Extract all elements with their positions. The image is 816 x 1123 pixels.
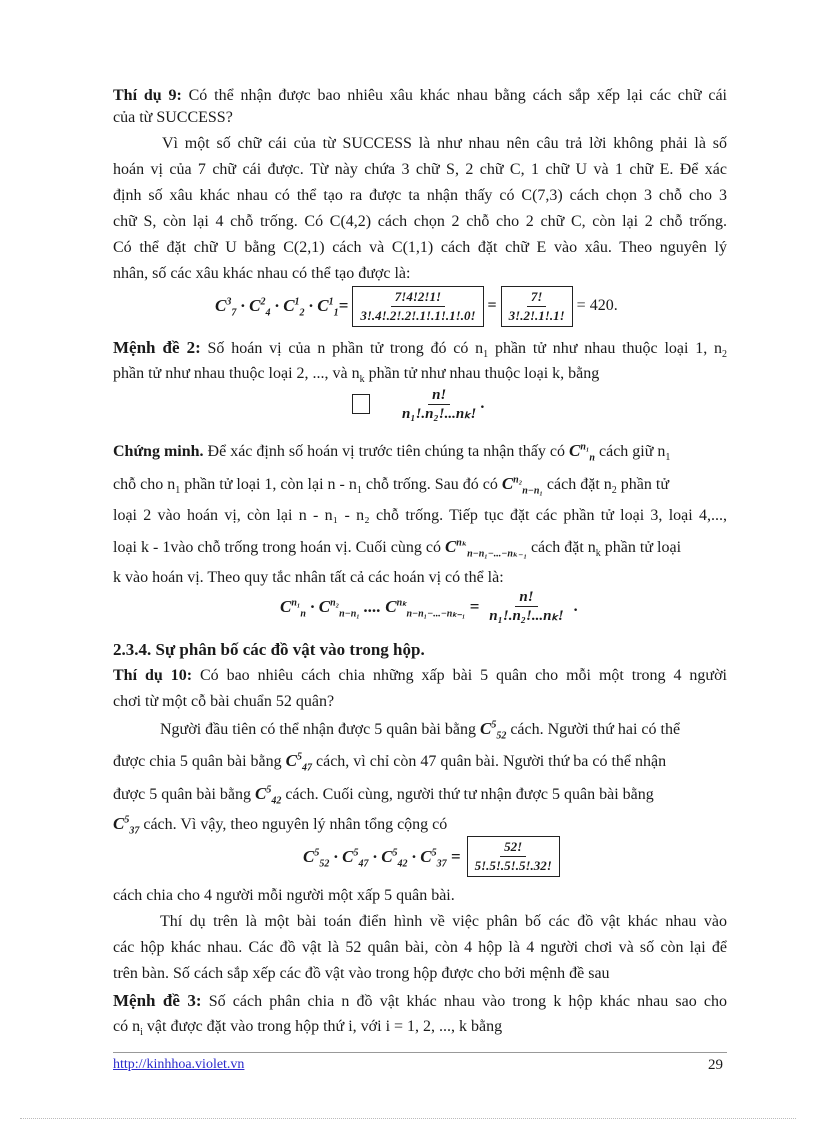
paragraph-line: các hộp khác nhau. Các đồ vật là 52 quân bài, còn 4 hộp là 4 người chơi và số còn lại để: [113, 939, 727, 956]
paragraph-line: hoán vị của 7 chữ cái được. Từ này chứa 3 chữ S, 2 chữ C, 1 chữ U và 1 chữ E. Để xác: [113, 161, 727, 178]
proposition-3-line-2: có $n_i$ vật được đặt vào trong hộp thứ i, với i = 1, 2, ..., k bằng: [113, 1018, 503, 1039]
paragraph-line: được chia 5 quân bài bằng $C^5_{47}$ cách, vì chỉ còn 47 quân bài. Người thứ ba có thể nhận: [113, 751, 667, 774]
text: được 5 quân bài bằng: [113, 786, 251, 803]
paragraph-line: cách chia cho 4 người mỗi người một xấp 5 quân bài.: [113, 887, 455, 904]
proof-line-2: chỗ cho $n_1$ phần tử loại 1, còn lại n - $n_1$ chỗ trống. Sau đó có $C^{n_2}_{n-n_1}$ cách đặt $n_2$ phần tử: [113, 474, 669, 497]
fraction-box: [501, 286, 573, 327]
denominator: n₁!.n₂!...nₖ!: [402, 406, 477, 422]
page-number: 29: [708, 1057, 723, 1073]
paragraph-line: Thí dụ trên là một bài toán điển hình về việc phân bố các đồ vật khác nhau vào: [160, 913, 727, 930]
paragraph-line: Có thể đặt chữ U bằng C(2,1) cách và C(1,1) cách đặt chữ E vào xâu. Theo nguyên lý: [113, 239, 727, 256]
text: cách. Người thứ hai có thể: [510, 721, 681, 738]
paragraph-line: Người đầu tiên có thể nhận được 5 quân bài bằng $C^5_{52}$ cách. Người thứ hai có thể: [160, 719, 681, 742]
paragraph-line: định số xâu khác nhau có thể tạo ra được ta nhận thấy có C(7,3) cách chọn 3 chỗ cho 3: [113, 187, 727, 204]
text: Để xác định số hoán vị trước tiên chúng ta nhận thấy có: [203, 443, 566, 460]
proposition-3-label: Mệnh đề 3:: [113, 991, 202, 1010]
text: Có thể nhận được bao nhiêu xâu khác nhau bằng cách sắp xếp lại các chữ cái: [181, 87, 727, 104]
text: cách đặt n: [546, 476, 612, 493]
example-10-line-2: chơi từ một cỗ bài chuẩn 52 quân?: [113, 693, 335, 710]
paragraph-line: Vì một số chữ cái của từ SUCCESS là như nhau nên câu trả lời không phải là số: [162, 135, 727, 152]
text: loại k - 1vào chỗ trống trong hoán vị. Cuối cùng có: [113, 539, 441, 556]
formula-card-deal: $C^5_{52} \cdot C^5_{47} \cdot C^5_{42} \cdot C^5_{37}$ = $\frac{52!}{5!.5!.5!.5!.32!}$: [303, 836, 560, 877]
numerator: n!: [515, 588, 537, 607]
text: Số hoán vị của n phần tử trong đó có n: [200, 340, 484, 357]
text: phần tử như nhau thuộc loại 1, n: [488, 340, 723, 357]
fraction-box: [467, 836, 560, 877]
paragraph-line: trên bàn. Số cách sắp xếp các đồ vật vào trong hộp được cho bởi mệnh đề sau: [113, 965, 610, 982]
example-9-line-2: của từ SUCCESS?: [113, 109, 233, 126]
denominator: 3!.4!.2!.2!.1!.1!.1!.0!: [360, 307, 476, 323]
denominator: 3!.2!.1!.1!: [508, 307, 565, 323]
square-symbol: [352, 394, 370, 414]
numerator: 7!: [527, 288, 547, 307]
proposition-2-line-2: phần tử như nhau thuộc loại 2, ..., và $n_k$ phần tử như nhau thuộc loại k, bằng: [113, 365, 600, 386]
proposition-3-line-1: [113, 991, 727, 1012]
text: cách. Cuối cùng, người thứ tư nhận được 5 quân bài bằng: [285, 786, 654, 803]
numerator: n!: [428, 386, 450, 405]
proof-line-5: k vào hoán vị. Theo quy tắc nhân tất cả các hoán vị có thể là:: [113, 569, 504, 586]
text: vật được đặt vào trong hộp thứ i, với i = 1, 2, ..., k bằng: [142, 1018, 503, 1035]
proof-line-3: loại 2 vào hoán vị, còn lại n - n₁ - n₂ chỗ trống. Tiếp tục đặt các phần tử loại 3, loại 4,...,: [113, 507, 727, 524]
paragraph-line: nhân, số các xâu khác nhau có thể tạo được là:: [113, 265, 411, 282]
section-heading: 2.3.4. Sự phân bố các đồ vật vào trong hộp.: [113, 640, 425, 659]
paragraph-line: được 5 quân bài bằng $C^5_{42}$ cách. Cuối cùng, người thứ tư nhận được 5 quân bài bằng: [113, 784, 654, 807]
paragraph-line: $C^5_{37}$ cách. Vì vậy, theo nguyên lý nhân tổng cộng có: [113, 814, 448, 837]
example-10-line-1: [113, 666, 727, 686]
text: phần tử loại: [600, 539, 682, 556]
text: cách, vì chỉ còn 47 quân bài. Người thứ ba có thể nhận: [315, 753, 667, 770]
fraction-box: [352, 286, 483, 327]
paragraph-line: chữ S, còn lại 4 chỗ trống. Có C(4,2) cách chọn 2 chỗ cho 2 chữ C, còn lại 2 chỗ trống.: [113, 213, 727, 230]
text: cách giữ n: [598, 443, 666, 460]
formula-success-count: $C^3_7 \cdot C^2_4 \cdot C^1_2 \cdot C^1_1=$ $\frac{7!4!2!1!}{3!.4!.2!.2!.1!.1!.1!.0!}$ = $\frac{7!}{3!.2!.1!.1!}$ = 420.: [215, 283, 618, 329]
proof-label: Chứng minh.: [113, 443, 204, 460]
proof-line-1: Chứng minh. Để xác định số hoán vị trước tiên chúng ta nhận thấy có $C^{n_1}_n$ cách giữ $n_1$: [113, 441, 671, 464]
text: phần tử như nhau thuộc loại k, bằng: [364, 365, 600, 382]
example-9-line-1: [113, 86, 727, 106]
formula-product: $C^{n_1}_n \cdot C^{n_2}_{n-n_1}$ .... $C^{n_k}_{n-n_1-...-n_{k-1}}$ = $\frac{n!}{\text{n₁!.n₂!...nₖ!}}$ .: [280, 589, 578, 624]
formula-multinomial: $\frac{n!}{\text{n₁!.n₂!...nₖ!}}$ .: [398, 386, 484, 423]
denominator: n₁!.n₂!...nₖ!: [489, 608, 564, 624]
text: có n: [113, 1018, 141, 1035]
text: Số cách phân chia n đồ vật khác nhau vào trong k hộp khác nhau sao cho: [201, 993, 727, 1010]
footer-rule: [113, 1052, 727, 1053]
text: Người đầu tiên có thể nhận được 5 quân bài bằng: [160, 721, 476, 738]
text: phần tử: [616, 476, 669, 493]
text: phần tử như nhau thuộc loại 2, ..., và n: [113, 365, 360, 382]
text: cách. Vì vậy, theo nguyên lý nhân tổng cộng có: [143, 816, 448, 833]
proof-line-4: loại k - 1vào chỗ trống trong hoán vị. Cuối cùng có $C^{n_k}_{n-n_1-...-n_{k-1}}$ cách đặt $n_k$ phần tử loại: [113, 537, 682, 560]
example-9-label: Thí dụ 9:: [113, 87, 182, 104]
example-10-label: Thí dụ 10:: [113, 667, 193, 684]
text: chỗ cho n: [113, 476, 176, 493]
proposition-2-line-1: Mệnh đề 2: Số hoán vị của n phần tử trong đó có $n_1$ phần tử như nhau thuộc loại 1, $n_2$: [113, 338, 728, 361]
text: được chia 5 quân bài bằng: [113, 753, 282, 770]
numerator: 7!4!2!1!: [391, 288, 445, 307]
page-edge: [20, 1118, 796, 1119]
text: Có bao nhiêu cách chia những xấp bài 5 quân cho mỗi một trong 4 người: [192, 667, 728, 684]
formula-result: = 420.: [576, 297, 618, 314]
text: cách đặt n: [530, 539, 596, 556]
text: chỗ trống. Sau đó có: [361, 476, 498, 493]
numerator: 52!: [500, 838, 526, 857]
footer-link[interactable]: http://kinhhoa.violet.vn: [113, 1057, 245, 1072]
text: phần tử loại 1, còn lại n - n: [180, 476, 357, 493]
denominator: 5!.5!.5!.5!.32!: [474, 858, 552, 873]
proposition-2-label: Mệnh đề 2:: [113, 338, 201, 357]
